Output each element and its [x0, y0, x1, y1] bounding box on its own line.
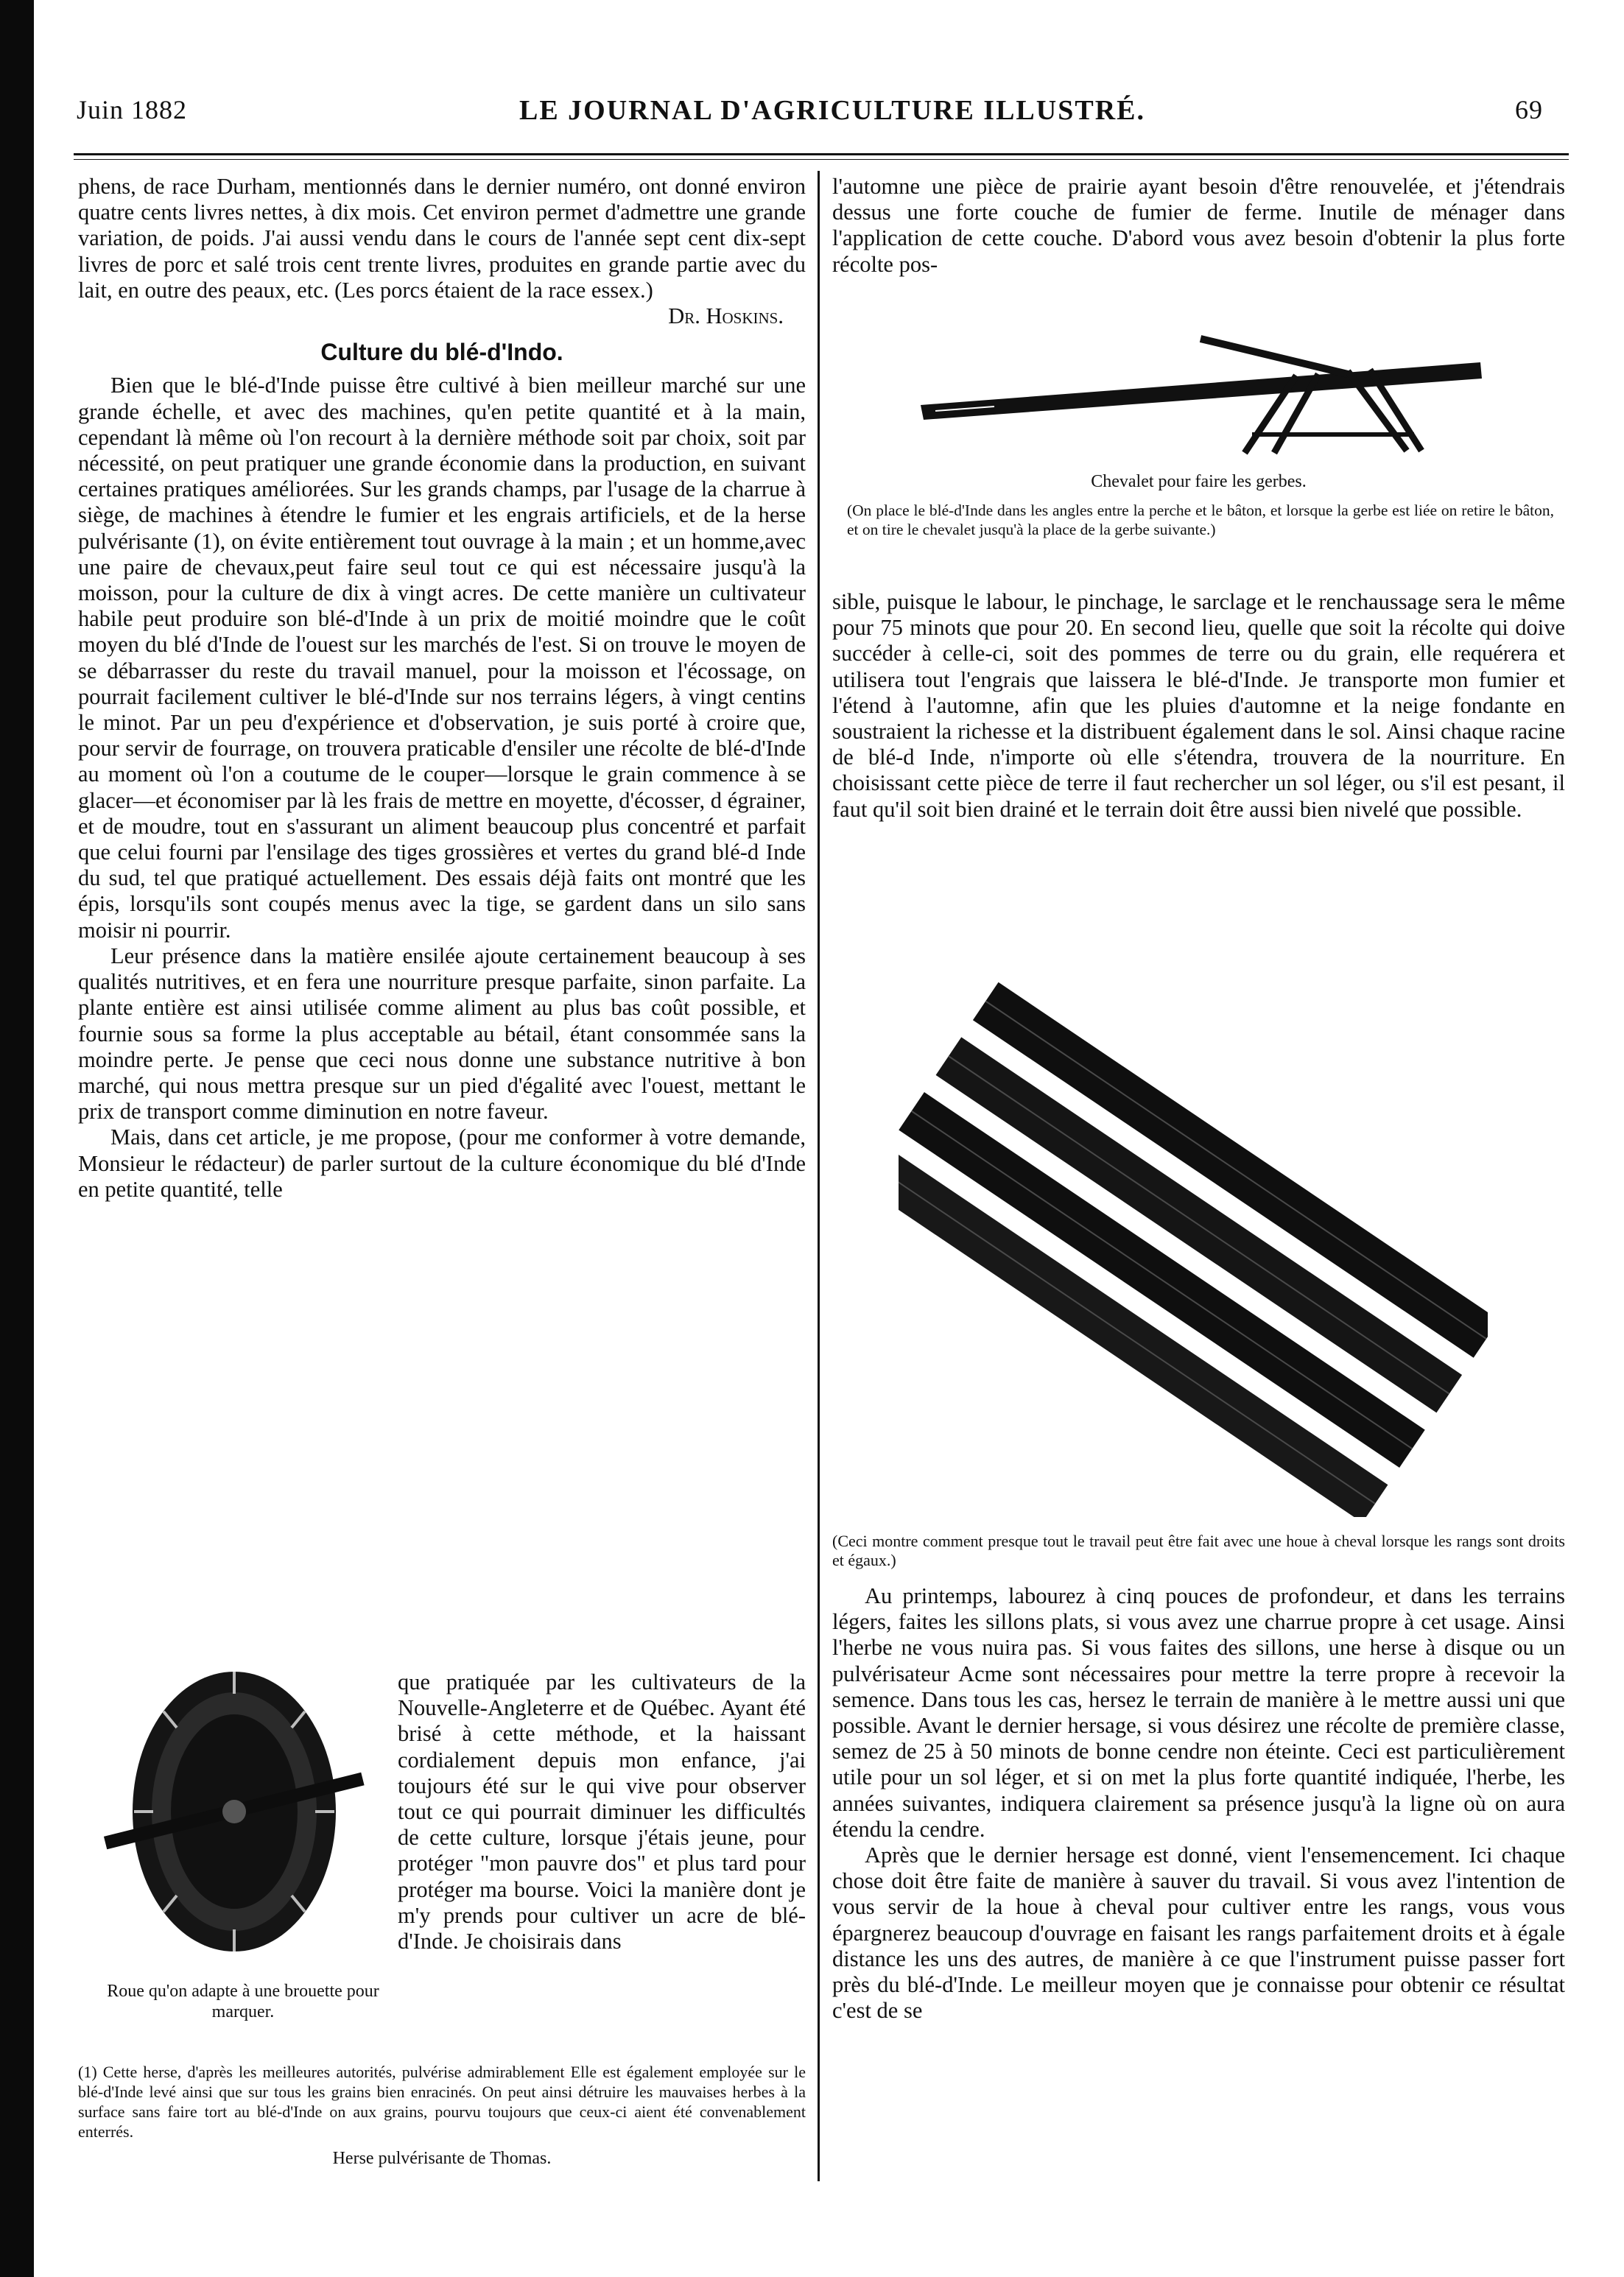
article-paragraph-1: Bien que le blé-d'Inde puisse être cultivé à bien meilleur marché sur une grande échelle, et avec des machines, qu'en petite quantité et à la main, cependant là même où l'on recourt à la dernière méthode soit par choix, soit par nécessité, on peut pratiquer une grande économie dans la production, en suivant certaines pratiques améliorées. Sur les grands champs, par l'usage de la charrue à siège, de machines à étendre le fumier et les engrais artificiels, et de la herse pulvérisante (1), on évite entièrement tout ouvrage à la main ; et un homme,avec une paire de chevaux,peut faire seul tout ce qui est nécessaire jusqu'à la moisson, pour la culture de dix à vingt acres. De cette manière un cultivateur habile peut produire son blé-d'Inde à un prix de moitié moindre que le coût moyen du blé d'Inde de l'ouest sur les marchés de l'est. Si on trouve le moyen de se débarrasser du reste du travail manuel, pour la moisson et l'écossage, on pourrait facilement cultiver le blé-d'Inde sur nos terrains légers, à vingt centins le minot. Par un peu d'expérience et d'observation, je suis porté à croire que, pour servir de fourrage, on trouvera praticable d'ensiler une récolte de blé-d'Inde au moment où l'on a coutume de le couper—lorsque le grain commence à se glacer—et économiser par là les frais de mettre en moyette, d'écosser, d égrainer, et de moudre, tout en s'assurant un aliment beaucoup plus concentré et parfait que celui fourni par l'ensilage des tiges grossières et vertes du grand blé-d Inde du sud, tel que pratiqué actuellement. Des essais déjà faits ont montré que les épis, lorsqu'ils sont coupés menus avec la tige, se gardent dans un silo sans moisir ni pourrir.: [78, 373, 806, 943]
article-paragraph-2: Leur présence dans la matière ensilée ajoute certainement beaucoup à ses qualités nutritives, et en fera une nourriture presque parfaite, sinon parfaite. La plante entière est ainsi utilisée comme aliment au plus bas coût possible, et fournie sous sa forme la plus acceptable au bétail, étant consommée sans la moindre perte. Je pense que ceci nous donne une substance nutritive à bon marché, qui nous mettra presque sur un pied d'égalité avec l'ouest, mettant le prix de transport comme diminution en notre faveur.: [78, 943, 806, 1125]
opening-paragraph: phens, de race Durham, mentionnés dans le dernier numéro, ont donné environ quatre cents livres nettes, à dix mois. Cet environ permet d'admettre une grande variation, de poids. J'ai aussi vendu dans le cours de l'année sept cent dix-sept livres de porc et salé trois cent trente livres, produites en grande partie avec du lait, en outre des peaux, etc. (Les porcs étaient de la race essex.): [78, 174, 806, 303]
corn-rows-illustration: [899, 950, 1488, 1517]
author-signature: Dr. Hoskins.: [668, 303, 784, 329]
header-date: Juin 1882: [77, 95, 188, 124]
footnote-caption: Herse pulvérisante de Thomas.: [332, 2149, 552, 2168]
right-paragraph-top: l'automne une pièce de prairie ayant besoin d'être renouvelée, et j'étendrais dessus une forte couche de fumier de ferme. Inutile de ménager dans l'application de cette couche. D'abord vous avez besoin d'obtenir la plus forte récolte pos-: [832, 174, 1565, 277]
right-paragraph-last: Après que le dernier hersage est donné, vient l'ensemencement. Ici chaque chose doit être faite de manière à sauver du travail. Si vous avez l'intention de vous servir de la houe à cheval pour cultiver entre les rangs, vous vous épargnerez beaucoup d'ouvrage en faisant les rangs parfaitement droits et à égale distance les uns des autres, de manière à ce que l'instrument puisse passer fort près du blé-d'Inde. Le meilleur moyen que je connaisse pour obtenir ce résultat c'est de se: [832, 1843, 1565, 2024]
right-paragraph-spring: Au printemps, labourez à cinq pouces de profondeur, et dans les terrains légers, faites les sillons plats, si vous avez une charrue propre à cet usage. Ainsi l'herbe ne vous nuira pas. Si vous faites des sillons, une herse à disque ou un pulvérisateur Acme sont nécessaires pour mettre la terre propre à recevoir la semence. Dans tous les cas, hersez le terrain de manière à le mettre aussi uni que possible. Avant le dernier hersage, si vous désirez une récolte de première classe, semez de 25 à 50 minots de bonne cendre non éteinte. Ceci est particulièrement utile pour un sol léger, et si on met la plus forte quantité indiquée, l'herbe, les années suivantes, indiquera clairement sa présence jusqu'à la ligne où on aura étendu la cendre.: [832, 1583, 1565, 1842]
article-paragraph-3-wrap: que pratiquée par les cultivateurs de la Nouvelle-Angleterre et de Québec. Ayant été brisé à cette méthode, et la haissant cordialement depuis mon enfance, j'ai toujours été sur le qui vive pour observer tout ce qui pourrait diminuer les difficultés de cette culture, lorsque j'étais jeune, pour protéger "mon pauvre dos" et plus tard pour protéger ma bourse. Voici la manière dont je m'y prends pour cultiver un acre de blé-d'Inde. Je choisirais dans: [398, 1669, 806, 1954]
column-divider: [818, 171, 820, 2181]
right-paragraph-mid: sible, puisque le labour, le pinchage, le sarclage et le renchaussage sera le même pour 75 minots que pour 20. En second lieu, quelle que soit la récolte qui doive succéder à celle-ci, soit des pommes de terre ou du grain, elle requérera et utilisera tout l'engrais que laissera le blé-d'Inde. Je transporte mon fumier et l'étend à l'automne, afin que les pluies d'automne et la neige fondante en soustraient la richesse et la distribuent également dans le sol. Ainsi chaque racine de blé-d Inde, n'importe où elle s'étendra, trouvera de la nourriture. En choisissant cette pièce de terre il faut rechercher un sol léger, ou s'il est pesant, il faut qu'il soit bien drainé et le terrain doit être aussi bien nivelé que possible.: [832, 589, 1565, 822]
scan-border: [0, 0, 34, 2277]
journal-title: LE JOURNAL D'AGRICULTURE ILLUSTRÉ.: [519, 95, 1145, 126]
footnote-block: [78, 2062, 806, 2169]
header-rule-thin: [74, 159, 1569, 160]
right-column-top: [832, 174, 1565, 278]
article-title: Culture du blé-d'Indo.: [320, 339, 563, 366]
trestle-note: (On place le blé-d'Inde dans les angles entre la perche et le bâton, et lorsque la gerbe est liée on retire le bâton, et on tire le chevalet jusqu'à la place de la gerbe suivante.): [847, 501, 1554, 538]
header-rule: [74, 153, 1569, 155]
right-column-mid: [832, 589, 1565, 823]
wrapped-paragraph: [398, 1669, 806, 1954]
trestle-illustration: [906, 324, 1495, 457]
rows-caption: (Ceci montre comment presque tout le travail peut être fait avec une houe à cheval lorsque les rangs sont droits et égaux.): [832, 1532, 1565, 1569]
left-column: [78, 174, 806, 1203]
right-column-bottom: [832, 1583, 1565, 2024]
trestle-figure: [906, 324, 1495, 457]
wheel-illustration: [87, 1664, 382, 1966]
article-paragraph-3-start: Mais, dans cet article, je me propose, (pour me conformer à votre demande, Monsieur le rédacteur) de parler surtout de la culture économique du blé d'Inde en petite quantité, telle: [78, 1125, 806, 1202]
trestle-caption: Chevalet pour faire les gerbes.: [1091, 472, 1307, 491]
marking-wheel-figure: [87, 1664, 382, 1966]
page-number: 69: [1515, 95, 1543, 124]
footnote-text: (1) Cette herse, d'après les meilleures autorités, pulvérise admirablement Elle est également employée sur le blé-d'Inde levé ainsi que sur tous les grains bien enracinés. On peut ainsi détruire les mauvaises herbes à la surface sans faire tort au blé-d'Inde on aux grains, pourvu toujours que ceux-ci aient été convenablement enterrés.: [78, 2063, 806, 2141]
wheel-caption: Roue qu'on adapte à une brouette pour marquer.: [107, 1982, 379, 2021]
corn-rows-figure: [899, 950, 1488, 1517]
